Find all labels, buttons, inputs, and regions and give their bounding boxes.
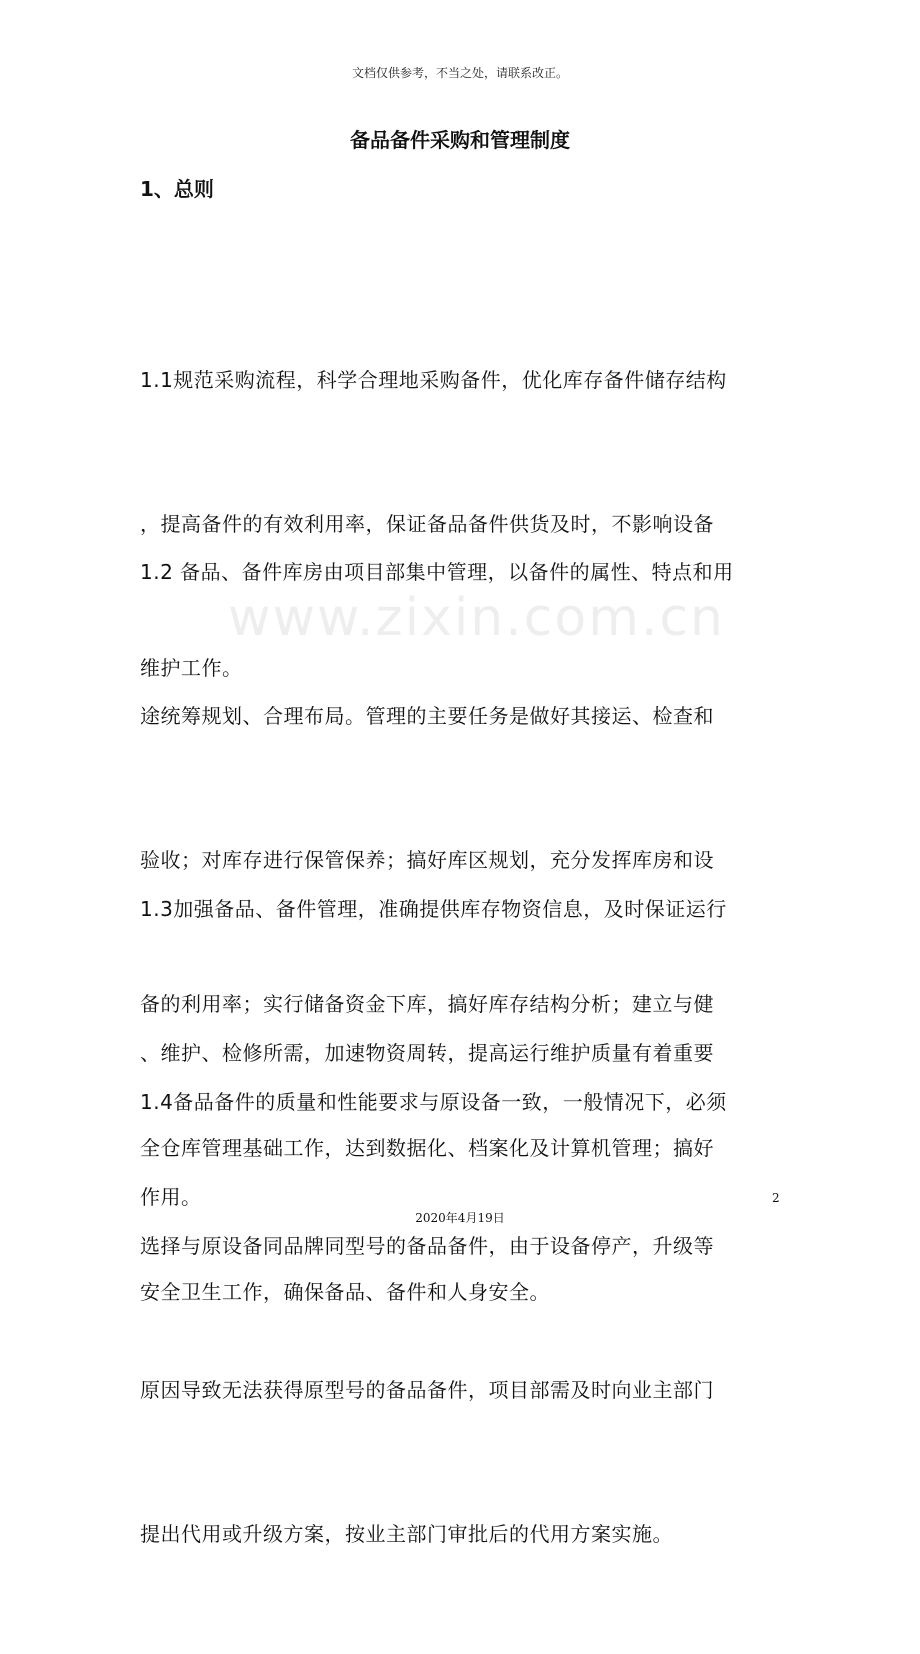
paragraph-line: 选择与原设备同品牌同型号的备品备件，由于设备停产，升级等 — [140, 1234, 714, 1258]
paragraph-line: 提出代用或升级方案，按业主部门审批后的代用方案实施。 — [140, 1522, 673, 1546]
watermark: www.zixin.com.cn — [228, 588, 725, 648]
paragraph-line: 原因导致无法获得原型号的备品备件，项目部需及时向业主部门 — [140, 1378, 714, 1402]
page-number: 2 — [772, 1191, 780, 1205]
section-heading: 1、总则 — [140, 177, 214, 201]
paragraph-line: 备的利用率；实行储备资金下库，搞好库存结构分析；建立与健 — [140, 992, 714, 1016]
header-note: 文档仅供参考，不当之处，请联系改正。 — [351, 66, 568, 80]
paragraph-line: 1.4备品备件的质量和性能要求与原设备一致，一般情况下，必须 — [140, 1090, 727, 1114]
footer-date: 2020年4月19日 — [415, 1211, 505, 1225]
paragraph-line: 维护工作。 — [140, 656, 243, 680]
paragraph-line: 1.3加强备品、备件管理，准确提供库存物资信息，及时保证运行 — [140, 897, 727, 921]
paragraph-line: 1.1规范采购流程，科学合理地采购备件，优化库存备件储存结构 — [140, 368, 727, 392]
paragraph-line: 作用。 — [140, 1185, 202, 1209]
paragraph-line: 验收；对库存进行保管保养；搞好库区规划，充分发挥库房和设 — [140, 848, 714, 872]
document-title: 备品备件采购和管理制度 — [350, 128, 570, 152]
paragraph-line: 安全卫生工作，确保备品、备件和人身安全。 — [140, 1280, 550, 1304]
paragraph-line: ，提高备件的有效利用率，保证备品备件供货及时，不影响设备 — [140, 512, 714, 536]
paragraph-line: 、维护、检修所需，加速物资周转，提高运行维护质量有着重要 — [140, 1041, 714, 1065]
paragraph-1-4 — [140, 982, 785, 1654]
paragraph-line: 全仓库管理基础工作，达到数据化、档案化及计算机管理；搞好 — [140, 1136, 714, 1160]
paragraph-line: 1.2 备品、备件库房由项目部集中管理，以备件的属性、特点和用 — [140, 560, 734, 584]
paragraph-line: 途统筹规划、合理布局。管理的主要任务是做好其接运、检查和 — [140, 704, 714, 728]
